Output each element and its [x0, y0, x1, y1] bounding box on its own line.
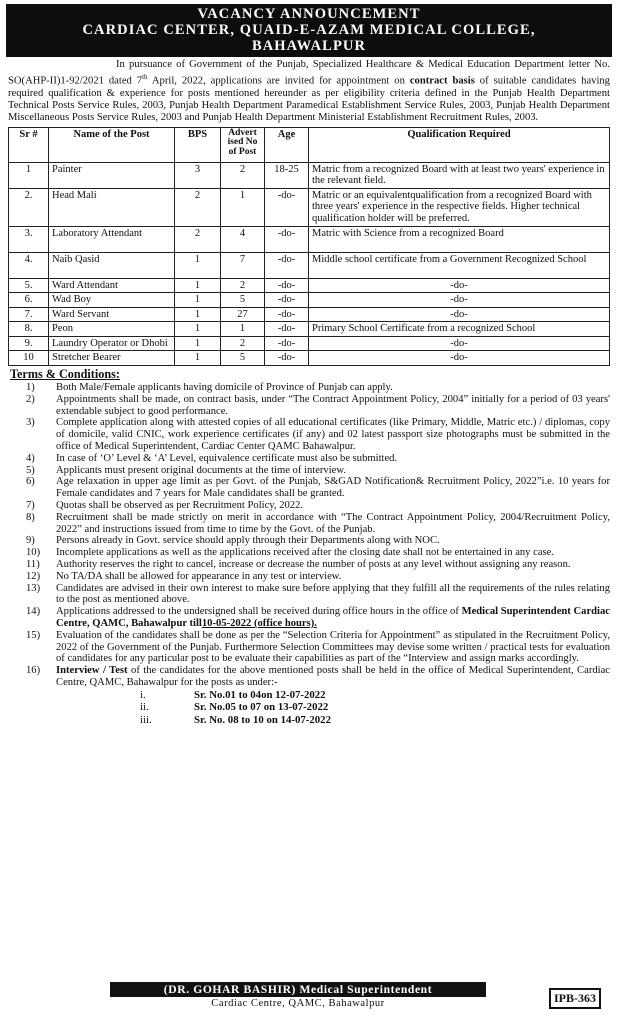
term-item: 14) Applications addressed to the undersigned shall be received during office hours in the office of Medical Superintendent Cardiac Centre, QAMC, Bahawalpur till10-05-2022 (office hours). — [26, 606, 610, 630]
term-item: 4) In case of ‘O’ Level & ‘A’ Level, equivalence certificate must also be submitted. — [26, 452, 398, 464]
table-row: 1 Painter 3 2 18-25 Matric from a recognized Board with at least two years' experience in the relevant field. — [9, 162, 610, 188]
announcement-header — [6, 4, 612, 57]
terms-list — [6, 382, 610, 689]
terms-title: Terms & Conditions: — [10, 367, 120, 382]
signatory-name: (DR. GOHAR BASHIR) Medical Superintendent — [110, 982, 486, 997]
table-header-row — [9, 127, 610, 162]
term-item: 16) Interview / Test of the candidates for the above mentioned posts shall be held in the office of Medical Superintendent, Cardiac Centre, QAMC, Bahawalpur for the posts as under:- — [26, 665, 610, 688]
signature-block — [6, 982, 546, 1014]
term-item: 12) No TA/DA shall be allowed for appearance in any test or interview. — [26, 570, 342, 582]
table-row: 7. Ward Servant 1 27 -do- -do- — [9, 307, 610, 322]
ipb-number-badge: IPB-363 — [549, 988, 601, 1009]
intro-paragraph: In pursuance of Government of the Punjab, Specialized Healthcare & Medical Education Department letter No. SO(AHP-II)1-92/2021 dated 7th April, 2022, applications are invited for appointment on contract basis of suitable candidates having required qualification & experience for posts mentioned hereunder as per eligibility criteria defined in the Punjab Health Department Technical Posts Service Rules, 2003, Punjab Health Department Paramedical Establishment Service Rules, 2003, Punjab Health Department Miscellaneous Posts Service Rules, 2003 and Punjab Health Department Ministerial Establishment Recruitment Rules, 2003. — [8, 59, 610, 124]
table-row: 10 Stretcher Bearer 1 5 -do- -do- — [9, 351, 610, 366]
vacancy-announcement-page — [0, 4, 618, 1015]
term-item: 11) Authority reserves the right to cancel, increase or decrease the number of posts at any level without assigning any reason. — [26, 559, 571, 571]
col-advertised-posts: Advert ised No of Post — [221, 127, 265, 162]
col-sr: Sr # — [9, 127, 49, 162]
header-institution: CARDIAC CENTER, QUAID-E-AZAM MEDICAL COLLEGE, — [82, 22, 536, 38]
term-item: 13) Candidates are advised in their own interest to make sure before applying that they fulfill all the requirements of the rules relating to the post as mentioned above. — [26, 582, 610, 606]
term-item: 1) Both Male/Female applicants having domicile of Province of Punjab can apply. — [26, 382, 393, 394]
closing-date: 10-05-2022 (office hours). — [201, 618, 317, 630]
table-row: 8. Peon 1 1 -do- Primary School Certificate from a recognized School — [9, 322, 610, 337]
term-item: 10) Incomplete applications as well as the applications received after the closing date shall not be entertained in any case. — [26, 547, 555, 559]
table-row: 6. Wad Boy 1 5 -do- -do- — [9, 293, 610, 308]
term-item: 2) Appointments shall be made, on contract basis, under “The Contract Appointment Policy, 2004” initially for a period of 03 years' extendable subject to good performance. — [26, 393, 610, 417]
col-age: Age — [265, 127, 309, 162]
schedule-item: ii. Sr. No.05 to 07 on 13-07-2022 — [140, 701, 329, 714]
header-title: VACANCY ANNOUNCEMENT — [197, 6, 421, 22]
term-item: 15) Evaluation of the candidates shall be done as per the “Selection Criteria for Appointment” as stipulated in the Recruitment Policy, 2022 of the Government of the Punjab. Furthermore Selection Committees may devise some written / practical tests for evaluation of candidates for any particular post to be evaluate their capabilities as part of the “Interview and assign marks accordingly. — [26, 629, 610, 665]
table-row: 2. Head Mali 2 1 -do- Matric or an equivalentqualification from a recognized Board with three years' experience in the respective fields. Higher technical qualification holder will be preferred. — [9, 188, 610, 226]
col-bps: BPS — [175, 127, 221, 162]
posts-table — [8, 127, 610, 367]
term-item: 6) Age relaxation in upper age limit as per Govt. of the Punjab, S&GAD Notification& Recruitment Policy, 2022”i.e. 10 years for Female candidates and 7 years for Male candidates shall be granted. — [26, 476, 610, 500]
term-item: 8) Recruitment shall be made strictly on merit in accordance with “The Contract Appointment Policy, 2004/Recruitment Policy, 2022” and instructions issued from time to time by the Govt. of the Punjab. — [26, 511, 610, 535]
table-row: 9. Laundry Operator or Dhobi 1 2 -do- -do- — [9, 336, 610, 351]
table-row: 3. Laboratory Attendant 2 4 -do- Matric with Science from a recognized Board — [9, 226, 610, 252]
term-item: 5) Applicants must present original documents at the time of interview. — [26, 464, 346, 476]
term-item: 9) Persons already in Govt. service should apply through their Departments along with NOC. — [26, 535, 440, 547]
col-name: Name of the Post — [49, 127, 175, 162]
term-item: 7) Quotas shall be observed as per Recruitment Policy, 2022. — [26, 500, 304, 512]
signatory-office: Cardiac Centre, QAMC, Bahawalpur — [211, 998, 385, 1009]
schedule-item: i. Sr. No.01 to 04on 12-07-2022 — [140, 688, 326, 701]
schedule-item: iii. Sr. No. 08 to 10 on 14-07-2022 — [140, 713, 331, 726]
term-item: 3) Complete application along with attested copies of all educational certificates (like Primary, Middle, Matric etc.) / diplomas, copy of domicile, valid CNIC, work experience certificates (if any) and 02 latest passport size photographs must be submitted in the office of Medical Superintendent, Cardiac Center QAMC Bahawalpur. — [26, 417, 610, 453]
col-qualification: Qualification Required — [309, 127, 610, 162]
header-city: BAHAWALPUR — [251, 38, 367, 54]
table-row: 5. Ward Attendant 1 2 -do- -do- — [9, 278, 610, 293]
interview-schedule — [140, 689, 618, 726]
table-row: 4. Naib Qasid 1 7 -do- Middle school certificate from a Government Recognized School — [9, 252, 610, 278]
